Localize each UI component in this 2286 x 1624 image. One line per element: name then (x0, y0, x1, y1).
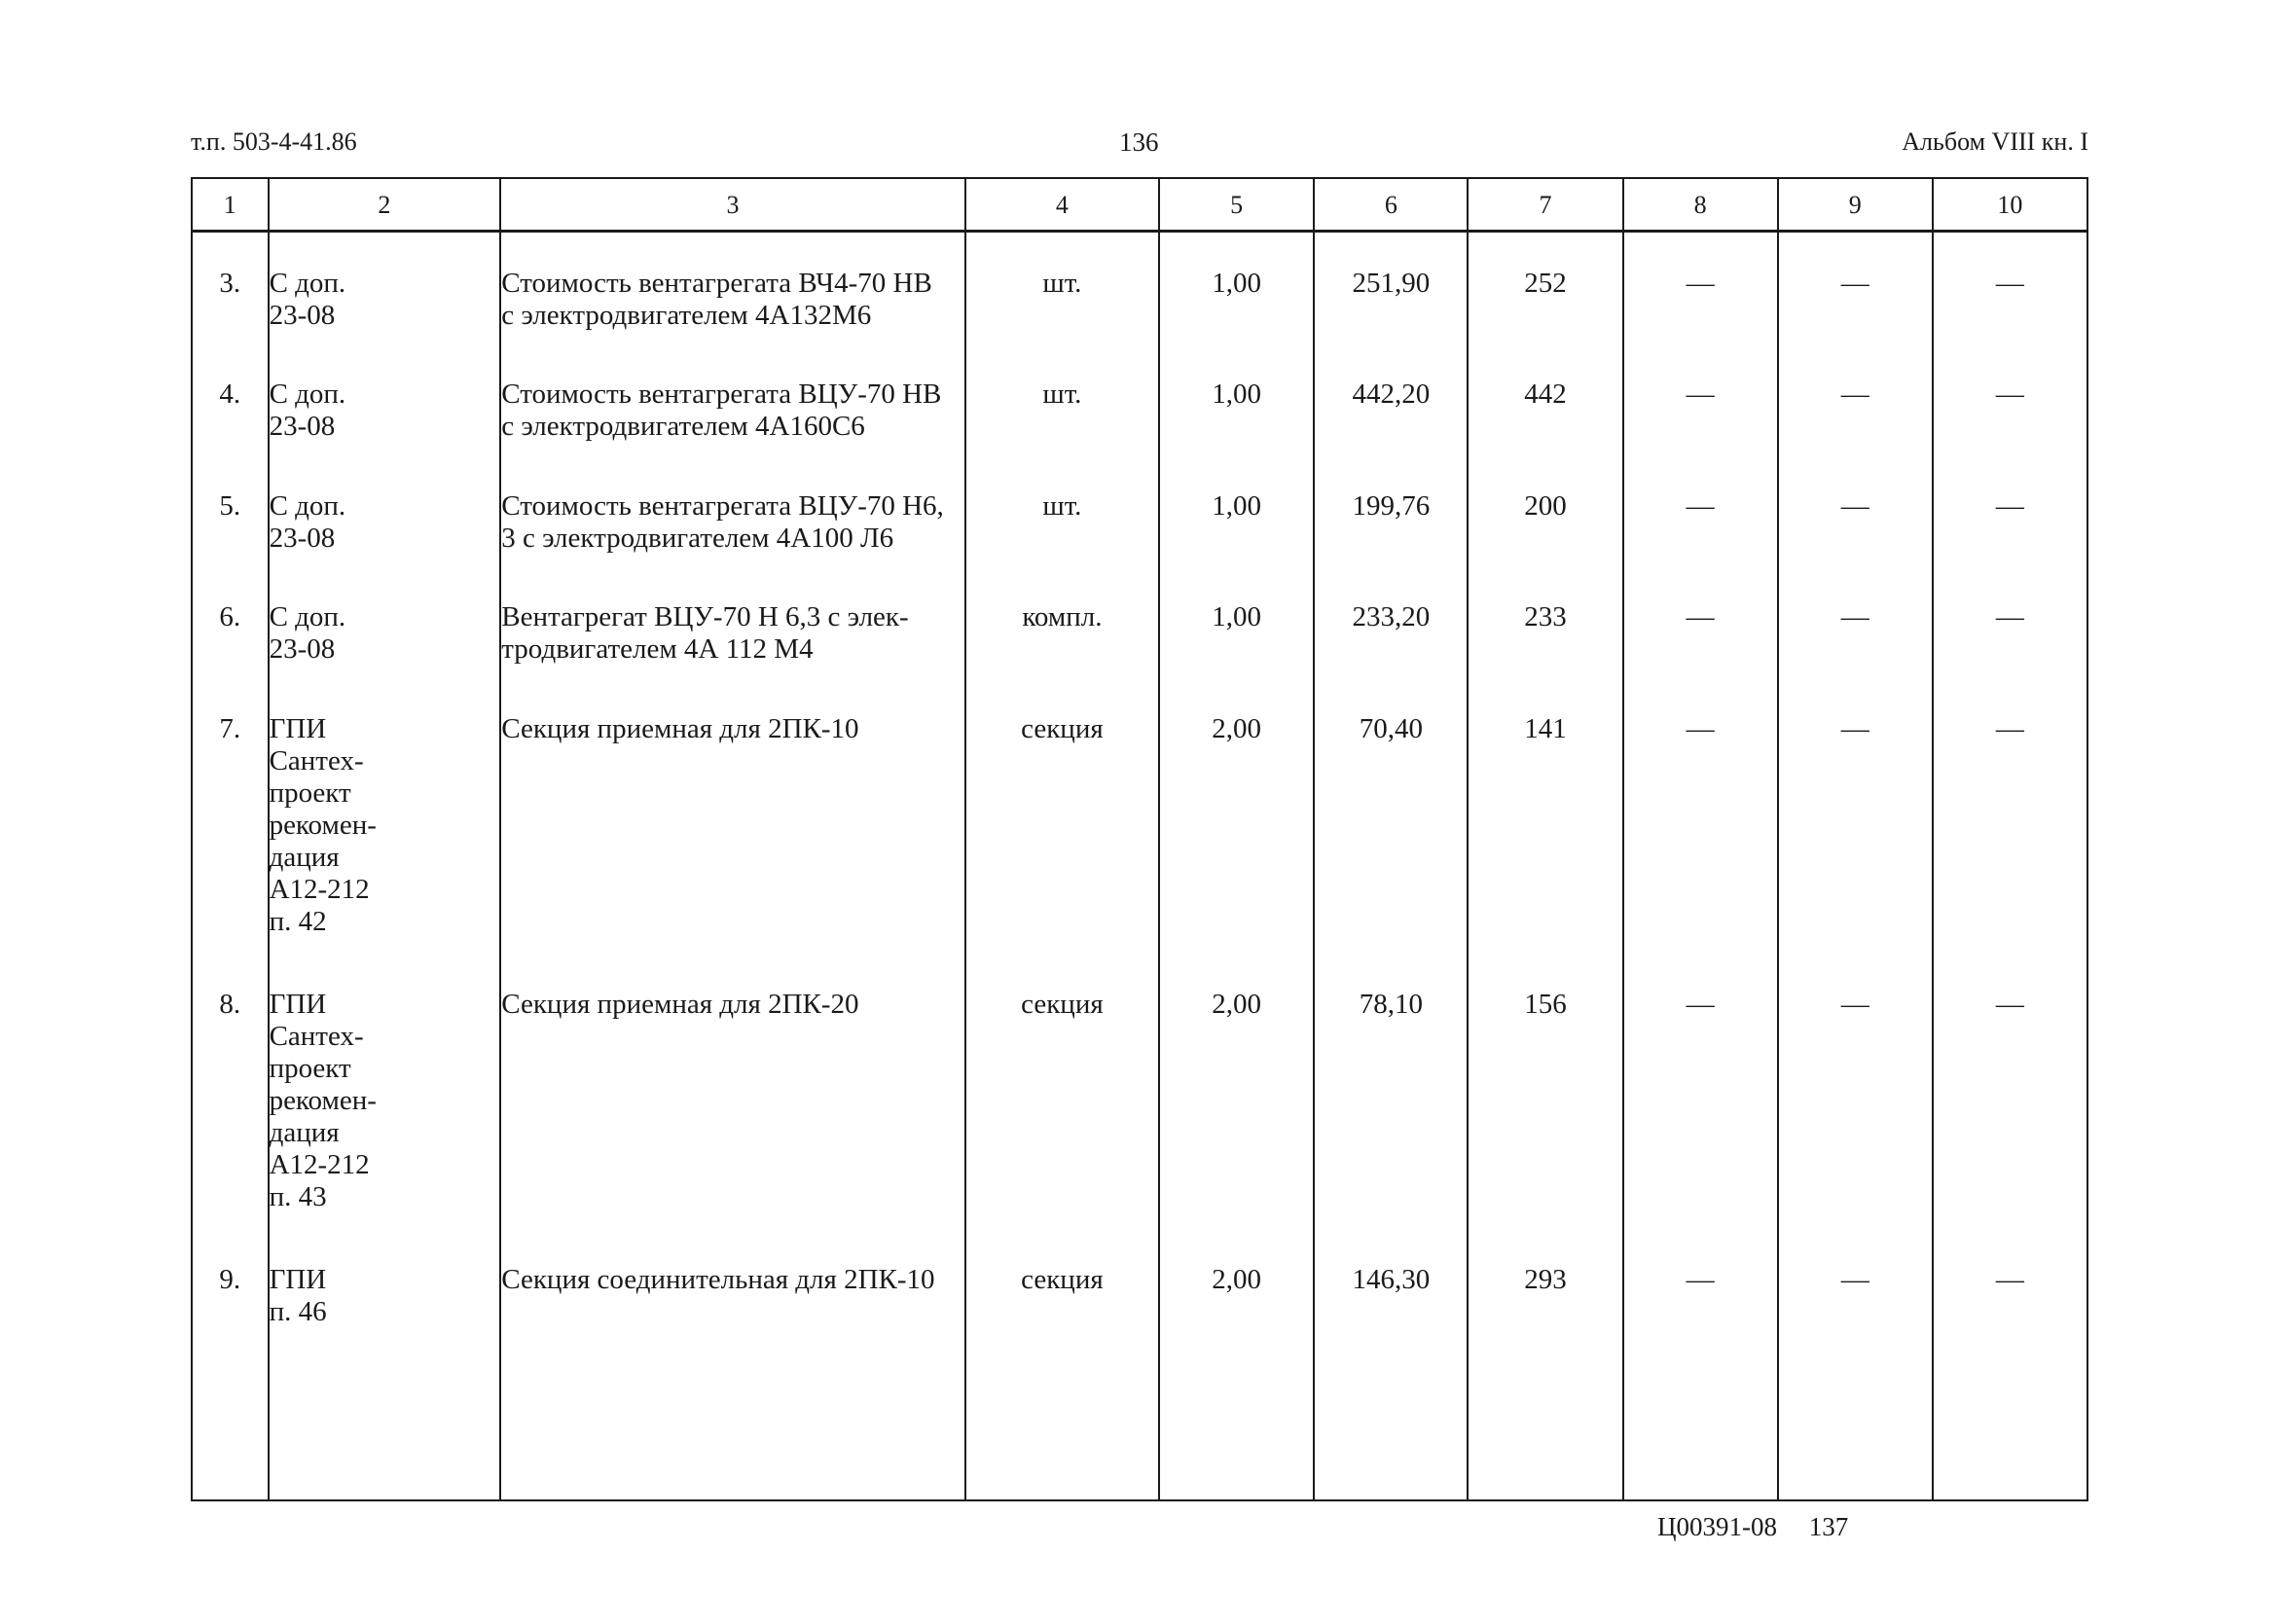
dash-cell: — (1933, 678, 2087, 954)
name-line: Секция приемная для 2ПК-20 (501, 988, 859, 1020)
quantity-cell: 2,00 (1159, 678, 1314, 954)
source-line: С доп. (269, 268, 346, 299)
dash-cell: — (1778, 455, 1933, 566)
source-line: дация (269, 1116, 340, 1148)
name-line: тродвигателем 4А 112 М4 (501, 633, 814, 666)
source-line: Сантех- (269, 744, 364, 776)
footer-code: Ц00391-08 (1657, 1512, 1777, 1541)
source-line: С доп. (269, 601, 346, 633)
name-cell (500, 232, 964, 344)
price-cell: 70,40 (1314, 678, 1468, 954)
unit-cell: шт. (965, 343, 1159, 454)
source-line: 23-08 (269, 411, 336, 443)
table-row (192, 232, 2087, 344)
page-footer (1657, 1512, 1848, 1542)
name-cell (500, 343, 964, 454)
source-line: 23-08 (269, 633, 336, 666)
row-number: 5. (192, 455, 269, 566)
name-line: 3 с электродвигателем 4А100 Л6 (501, 522, 894, 554)
source-cell (269, 954, 501, 1229)
unit-cell: компл. (965, 566, 1159, 677)
dash-cell: — (1623, 232, 1778, 344)
column-header: 1 (192, 178, 269, 232)
price-cell: 251,90 (1314, 232, 1468, 344)
name-cell (500, 954, 964, 1229)
dash-cell: — (1778, 566, 1933, 677)
source-line: Сантех- (269, 1020, 364, 1052)
total-cell: 141 (1468, 678, 1622, 954)
name-cell (500, 566, 964, 677)
source-cell (269, 678, 501, 954)
unit-cell: секция (965, 678, 1159, 954)
name-cell (500, 1229, 964, 1500)
source-line: ГПИ (269, 1263, 327, 1295)
name-cell (500, 678, 964, 954)
dash-cell: — (1623, 566, 1778, 677)
unit-cell: шт. (965, 232, 1159, 344)
dash-cell: — (1933, 566, 2087, 677)
source-line: 23-08 (269, 300, 336, 331)
column-header: 10 (1933, 178, 2087, 232)
table-row (192, 678, 2087, 954)
column-header: 9 (1778, 178, 1933, 232)
dash-cell: — (1778, 343, 1933, 454)
source-line: рекомен- (269, 1084, 377, 1116)
quantity-cell: 2,00 (1159, 1229, 1314, 1500)
table-row (192, 343, 2087, 454)
name-line: Стоимость вентагрегата ВЦУ-70 НВ (501, 379, 942, 411)
name-line: Вентагрегат ВЦУ-70 Н 6,3 с элек- (501, 601, 909, 633)
dash-cell: — (1623, 455, 1778, 566)
name-line: Секция приемная для 2ПК-10 (501, 712, 859, 744)
page-header (191, 127, 2088, 162)
source-cell (269, 455, 501, 566)
source-line: А12-212 (269, 873, 370, 905)
footer-page-number: 137 (1808, 1512, 1849, 1541)
source-line: С доп. (269, 379, 346, 411)
column-header: 3 (500, 178, 964, 232)
row-number: 6. (192, 566, 269, 677)
total-cell: 156 (1468, 954, 1622, 1229)
name-line: Секция соединительная для 2ПК-10 (501, 1263, 935, 1295)
dash-cell: — (1623, 678, 1778, 954)
price-cell: 233,20 (1314, 566, 1468, 677)
name-line: с электродвигателем 4А160С6 (501, 411, 865, 443)
dash-cell: — (1933, 455, 2087, 566)
source-line: п. 46 (269, 1295, 327, 1327)
source-line: дация (269, 841, 340, 873)
quantity-cell: 1,00 (1159, 343, 1314, 454)
quantity-cell: 2,00 (1159, 954, 1314, 1229)
source-line: С доп. (269, 489, 346, 522)
name-line: с электродвигателем 4А132М6 (501, 300, 872, 331)
source-line: 23-08 (269, 522, 336, 554)
album-label: Альбом VIII кн. I (1902, 127, 2088, 156)
source-cell (269, 232, 501, 344)
dash-cell: — (1933, 954, 2087, 1229)
dash-cell: — (1778, 954, 1933, 1229)
dash-cell: — (1933, 343, 2087, 454)
row-number: 3. (192, 232, 269, 344)
column-header: 2 (269, 178, 501, 232)
column-header: 4 (965, 178, 1159, 232)
source-cell (269, 1229, 501, 1500)
row-number: 8. (192, 954, 269, 1229)
name-cell (500, 455, 964, 566)
source-line: ГПИ (269, 988, 327, 1020)
document-code: т.п. 503-4-41.86 (191, 127, 357, 156)
column-header: 5 (1159, 178, 1314, 232)
source-line: п. 43 (269, 1180, 327, 1212)
source-line: А12-212 (269, 1148, 370, 1180)
price-cell: 146,30 (1314, 1229, 1468, 1500)
row-number: 7. (192, 678, 269, 954)
dash-cell: — (1933, 232, 2087, 344)
table-row (192, 954, 2087, 1229)
total-cell: 233 (1468, 566, 1622, 677)
name-line: Стоимость вентагрегата ВЧ4-70 НВ (501, 268, 932, 299)
source-line: проект (269, 1052, 351, 1084)
dash-cell: — (1778, 232, 1933, 344)
unit-cell: секция (965, 1229, 1159, 1500)
price-cell: 78,10 (1314, 954, 1468, 1229)
dash-cell: — (1623, 343, 1778, 454)
dash-cell: — (1623, 1229, 1778, 1500)
source-cell (269, 566, 501, 677)
source-cell (269, 343, 501, 454)
row-number: 4. (192, 343, 269, 454)
quantity-cell: 1,00 (1159, 455, 1314, 566)
total-cell: 252 (1468, 232, 1622, 344)
quantity-cell: 1,00 (1159, 232, 1314, 344)
source-line: проект (269, 776, 351, 809)
page-number: 136 (1119, 127, 1159, 157)
total-cell: 293 (1468, 1229, 1622, 1500)
column-header: 6 (1314, 178, 1468, 232)
price-cell: 442,20 (1314, 343, 1468, 454)
row-number: 9. (192, 1229, 269, 1500)
total-cell: 442 (1468, 343, 1622, 454)
estimate-table (191, 177, 2088, 1501)
dash-cell: — (1778, 678, 1933, 954)
source-line: рекомен- (269, 809, 377, 841)
source-line: ГПИ (269, 712, 327, 744)
table-row (192, 1229, 2087, 1500)
column-header: 7 (1468, 178, 1622, 232)
dash-cell: — (1778, 1229, 1933, 1500)
source-line: п. 42 (269, 905, 327, 937)
table-row (192, 566, 2087, 677)
dash-cell: — (1623, 954, 1778, 1229)
name-line: Стоимость вентагрегата ВЦУ-70 Н6, (501, 489, 944, 522)
unit-cell: шт. (965, 455, 1159, 566)
quantity-cell: 1,00 (1159, 566, 1314, 677)
price-cell: 199,76 (1314, 455, 1468, 566)
dash-cell: — (1933, 1229, 2087, 1500)
column-header: 8 (1623, 178, 1778, 232)
unit-cell: секция (965, 954, 1159, 1229)
column-number-row (192, 178, 2087, 232)
total-cell: 200 (1468, 455, 1622, 566)
table-row (192, 455, 2087, 566)
